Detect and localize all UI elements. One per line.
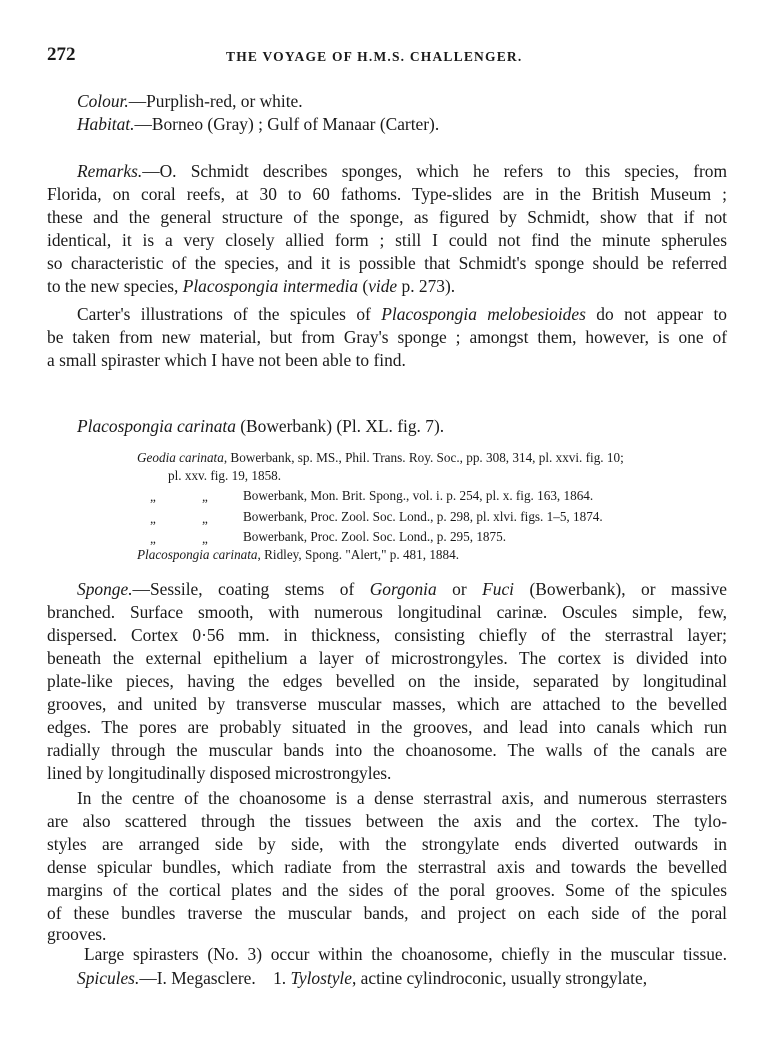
species-ref-intermedia: Placospongia intermedia bbox=[182, 276, 359, 296]
carter-line-3: a small spiraster which I have not been able to find. bbox=[47, 350, 406, 370]
remarks-line-3: these and the general structure of the sponge, as figured by Schmidt, show that if not bbox=[47, 207, 727, 227]
carter-line-1: Carter's illustrations of the spicules of Placospongia melobesioides do not appear to bbox=[77, 304, 728, 324]
sponge-line-1: Sponge.—Sessile, coating stems of Gorgonia or Fuci (Bowerbank), or massive bbox=[77, 579, 727, 599]
remarks-line-2: Florida, on coral reefs, at 30 to 60 fathoms. Type-slides are in the British Museum ; bbox=[47, 184, 727, 204]
species-name: Placospongia carinata bbox=[77, 416, 236, 436]
sponge-label: Sponge. bbox=[77, 579, 133, 599]
synonymy-entry-2: Bowerbank, Mon. Brit. Spong., vol. i. p. 254, pl. x. fig. 163, 1864. bbox=[243, 488, 594, 503]
spicules-line: Spicules.—I. Megasclere. 1. Tylostyle, actine cylindroconic, usually strongylate, bbox=[77, 968, 648, 988]
centre-line-4: dense spicular bundles, which radiate from the sterrastral axis and towards the bevelled bbox=[47, 857, 727, 877]
synonymy-entry-4: Bowerbank, Proc. Zool. Soc. Lond., p. 295, 1875. bbox=[243, 529, 506, 544]
sponge-line-4: beneath the external epithelium a layer of microstrongyles. The cortex is divided into bbox=[47, 648, 727, 668]
habitat-label: Habitat. bbox=[77, 114, 135, 134]
centre-line-3: styles are arranged side by side, with the strongylate ends diverted outwards in bbox=[47, 834, 727, 854]
species-ref-melobesioides: Placospongia melobesioides bbox=[381, 304, 586, 324]
sponge-line-3: dispersed. Cortex 0·56 mm. in thickness, consisting chiefly of the sterrastral layer; bbox=[47, 625, 727, 645]
habitat-line bbox=[77, 113, 439, 135]
colour-line bbox=[77, 90, 303, 112]
ditto-mark: „ bbox=[202, 511, 208, 526]
remarks-line-5: so characteristic of the species, and it is possible that Schmidt's sponge should be referred bbox=[47, 253, 727, 273]
remarks-line-1: Remarks.—O. Schmidt describes sponges, which he refers to this species, from bbox=[77, 161, 727, 181]
remarks-line-6: to the new species, Placospongia intermedia (vide p. 273). bbox=[47, 276, 456, 296]
sponge-line-9: lined by longitudinally disposed microstrongyles. bbox=[47, 763, 392, 783]
ditto-mark: „ bbox=[150, 489, 156, 504]
synonymy-entry-5: Placospongia carinata, Ridley, Spong. "Alert," p. 481, 1884. bbox=[137, 547, 460, 562]
synonymy-entry-3: Bowerbank, Proc. Zool. Soc. Lond., p. 298, pl. xlvi. figs. 1–5, 1874. bbox=[243, 509, 603, 524]
centre-line-5: margins of the cortical plates and the sides of the poral grooves. Some of the spicules bbox=[47, 880, 727, 900]
habitat-text: —Borneo (Gray) ; Gulf of Manaar (Carter). bbox=[134, 114, 440, 134]
sponge-line-8: radially through the muscular bands into the choanosome. The walls of the canals are bbox=[47, 740, 727, 760]
colour-text: —Purplish-red, or white. bbox=[128, 91, 303, 111]
spicules-label: Spicules. bbox=[77, 968, 140, 988]
large-spirasters-line: Large spirasters (No. 3) occur within the choanosome, chiefly in the muscular tissue. bbox=[84, 944, 727, 964]
ditto-mark: „ bbox=[202, 489, 208, 504]
synonymy-entry-1: Geodia carinata, Bowerbank, sp. MS., Phil. Trans. Roy. Soc., pp. 308, 314, pl. xxvi. fig. 10; bbox=[137, 450, 624, 465]
sponge-line-7: edges. The pores are probably situated in the grooves, and lead into canals which run bbox=[47, 717, 727, 737]
centre-line-7: grooves. bbox=[47, 924, 107, 944]
synonymy-entry-1-cont: pl. xxv. fig. 19, 1858. bbox=[168, 468, 282, 483]
remarks-label: Remarks. bbox=[77, 161, 143, 181]
ditto-mark: „ bbox=[150, 531, 156, 546]
sponge-line-5: plate-like pieces, having the edges bevelled on the inside, separated by longitudinal bbox=[47, 671, 727, 691]
species-heading: Placospongia carinata (Bowerbank) (Pl. XL. fig. 7). bbox=[77, 416, 445, 436]
centre-line-1: In the centre of the choanosome is a dense sterrastral axis, and numerous sterrasters bbox=[77, 788, 727, 808]
sponge-line-6: grooves, and united by transverse muscular masses, which are attached to the bevelled bbox=[47, 694, 727, 714]
remarks-line-4: identical, it is a very closely allied form ; still I could not find the minute spherules bbox=[47, 230, 727, 250]
colour-label: Colour. bbox=[77, 91, 129, 111]
running-title: THE VOYAGE OF H.M.S. CHALLENGER. bbox=[226, 49, 523, 64]
carter-line-2: be taken from new material, but from Gray's sponge ; amongst them, however, is one of bbox=[47, 327, 727, 347]
sponge-line-2: branched. Surface smooth, with numerous longitudinal carinæ. Oscules simple, few, bbox=[47, 602, 727, 622]
tylostyle-term: Tylostyle bbox=[290, 968, 352, 988]
ditto-mark: „ bbox=[150, 511, 156, 526]
ditto-mark: „ bbox=[202, 531, 208, 546]
centre-line-2: are also scattered through the tissues between the axis and the cortex. The tylo- bbox=[47, 811, 727, 831]
centre-line-6: of these bundles traverse the muscular bands, and project on each side of the poral bbox=[47, 903, 727, 923]
page-number: 272 bbox=[47, 44, 76, 65]
